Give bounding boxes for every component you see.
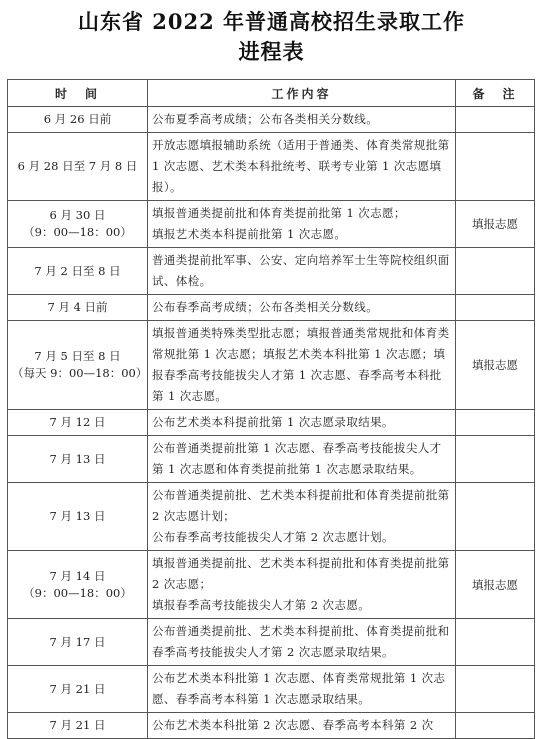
time-text: 7 月 5 日至 8 日	[34, 349, 121, 363]
content-cell	[148, 666, 456, 713]
time-cell	[8, 619, 148, 666]
time-text: 7 月 13 日	[49, 509, 106, 523]
time-cell	[8, 483, 148, 551]
time-cell	[8, 133, 148, 201]
table-body	[8, 107, 535, 739]
content-text: 填报普通类提前批、艺术类本科提前批和体育类提前批第 2 次志愿；	[152, 556, 450, 591]
time-cell	[8, 321, 148, 410]
note-cell: 填报志愿	[456, 321, 535, 410]
content-text: 普通类提前批军事、公安、定向培养军士生等院校组织面试、体检。	[152, 253, 450, 288]
note-cell: 填报志愿	[456, 201, 535, 248]
time-text: （9：00—18：00）	[23, 225, 132, 239]
table-row	[8, 295, 535, 321]
content-text: 公布普通类提前批、艺术类本科提前批和体育类提前批第 2 次志愿计划；	[152, 488, 450, 523]
note-cell	[456, 666, 535, 713]
note-cell	[456, 107, 535, 133]
table-row	[8, 133, 535, 201]
table-row	[8, 713, 535, 739]
content-cell	[148, 133, 456, 201]
header-time: 时 间	[8, 80, 148, 107]
table-row	[8, 321, 535, 410]
content-text: 公布夏季高考成绩；公布各类相关分数线。	[152, 112, 379, 126]
table-row	[8, 483, 535, 551]
time-cell	[8, 666, 148, 713]
time-cell	[8, 201, 148, 248]
table-row	[8, 619, 535, 666]
time-text: 7 月 17 日	[49, 634, 106, 649]
table-header-row	[8, 80, 535, 107]
time-cell	[8, 248, 148, 295]
table-row	[8, 107, 535, 133]
content-cell	[148, 321, 456, 410]
table-row	[8, 551, 535, 619]
content-cell	[148, 201, 456, 248]
page-subtitle: 进程表	[238, 39, 305, 64]
content-text: 公布艺术类本科批第 1 次志愿、体育类常规批第 1 次志愿、春季高考本科第 1 次志愿录取结果。	[152, 671, 446, 706]
content-text: 公布普通类提前批、艺术类本科提前批、体育类提前批和春季高考技能拔尖人才第 2 次志愿录取结果。	[152, 624, 450, 659]
content-cell	[148, 713, 456, 739]
content-text: 公布艺术类本科批第 2 次志愿、春季高考本科第 2 次	[152, 718, 434, 732]
time-text: （每天 9：00—18：00）	[12, 366, 148, 380]
note-cell	[456, 410, 535, 436]
table-row	[8, 248, 535, 295]
time-cell	[8, 551, 148, 619]
time-text: 7 月 4 日前	[47, 300, 108, 314]
content-cell	[148, 295, 456, 321]
time-text: 6 月 26 日前	[43, 112, 112, 126]
content-cell	[148, 248, 456, 295]
note-cell	[456, 436, 535, 483]
time-text: 7 月 2 日至 8 日	[34, 263, 121, 278]
time-text: 7 月 21 日	[49, 718, 106, 732]
table-row	[8, 410, 535, 436]
table-row	[8, 666, 535, 713]
content-text: 填报艺术类本科提前批第 1 次志愿。	[152, 227, 347, 241]
content-cell	[148, 483, 456, 551]
note-cell	[456, 133, 535, 201]
table-row	[8, 201, 535, 248]
content-text: 填报普通类提前批和体育类提前批第 1 次志愿；	[152, 206, 406, 220]
time-text: 7 月 14 日	[49, 568, 106, 583]
content-cell	[148, 619, 456, 666]
time-text: （9：00—18：00）	[23, 585, 132, 600]
header-content: 工作内容	[148, 80, 456, 107]
time-text: 6 月 28 日至 7 月 8 日	[17, 159, 138, 173]
content-text: 填报普通类特殊类型批志愿；填报普通类常规批和体育类常规批第 1 次志愿；填报艺术类本科批第 1 次志愿；填报春季高考技能拔尖人才第 1 次志愿、春季高考本科批第 1 次志愿。	[152, 326, 450, 403]
note-cell	[456, 483, 535, 551]
content-cell	[148, 551, 456, 619]
content-text: 公布普通类提前批第 1 次志愿、春季高考技能拔尖人才第 1 次志愿和体育类提前批第 1 次志愿录取结果。	[152, 441, 442, 476]
note-cell	[456, 619, 535, 666]
note-cell	[456, 295, 535, 321]
content-text: 公布春季高考技能拔尖人才第 2 次志愿计划。	[152, 530, 394, 544]
time-cell	[8, 436, 148, 483]
time-cell	[8, 410, 148, 436]
note-cell	[456, 713, 535, 739]
header-note: 备 注	[456, 80, 535, 107]
content-cell	[148, 436, 456, 483]
note-cell: 填报志愿	[456, 551, 535, 619]
content-cell	[148, 410, 456, 436]
schedule-table	[7, 79, 535, 739]
content-text: 开放志愿填报辅助系统（适用于普通类、体育类常规批第 1 次志愿、艺术类本科批统考、联考专业第 1 次志愿填报）。	[152, 138, 450, 194]
table-row	[8, 436, 535, 483]
time-text: 6 月 30 日	[49, 208, 106, 222]
note-cell	[456, 248, 535, 295]
page-title: 山东省 2022 年普通高校招生录取工作	[77, 9, 466, 34]
content-cell	[148, 107, 456, 133]
time-text: 7 月 21 日	[49, 681, 106, 696]
content-text: 公布艺术类本科提前批第 1 次志愿录取结果。	[152, 415, 394, 429]
time-text: 7 月 12 日	[49, 415, 106, 429]
time-text: 7 月 13 日	[49, 451, 106, 466]
time-cell	[8, 295, 148, 321]
time-cell	[8, 107, 148, 133]
content-text: 公布春季高考成绩；公布各类相关分数线。	[152, 300, 379, 314]
time-cell	[8, 713, 148, 739]
content-text: 填报春季高考技能拔尖人才第 2 次志愿。	[152, 598, 371, 612]
